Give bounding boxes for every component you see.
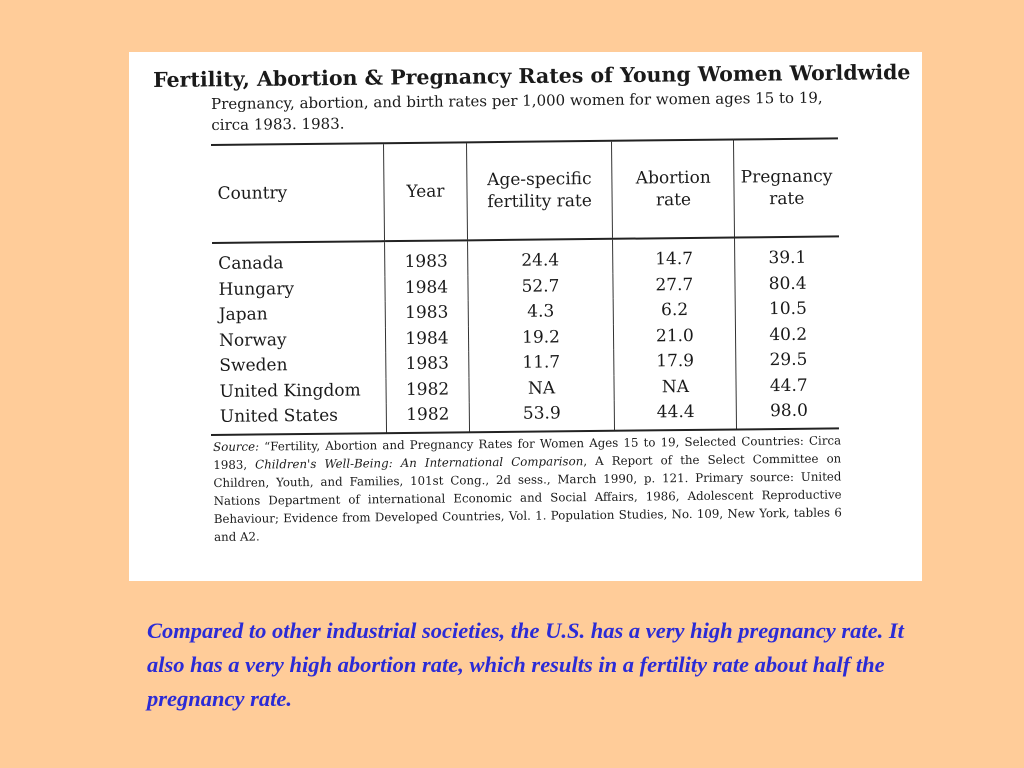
table-header-row — [211, 138, 839, 243]
document-title: Fertility, Abortion & Pregnancy Rates of Young Women Worldwide — [153, 60, 911, 92]
cell-abortion: 44.4 — [615, 400, 737, 431]
header-pregnancy-rate: Pregnancy rate — [734, 138, 839, 237]
document-subtitle: Pregnancy, abortion, and birth rates per 1,000 women for women ages 15 to 19, circa 1983. 1983. — [211, 88, 823, 134]
cell-pregnancy: 10.5 — [735, 296, 839, 323]
cell-fertility: 24.4 — [467, 239, 613, 275]
scanned-table-image — [129, 52, 922, 581]
header-abortion-rate: Abortion rate — [612, 140, 735, 239]
cell-fertility: NA — [468, 375, 614, 402]
cell-pregnancy: 98.0 — [737, 398, 841, 429]
source-text-part2: , A Report of the Select Committee on Children, Youth, and Families, 101st Cong., 2d sess., March 1990, p. 121. Primary source: United Nations Department of international Economic and Social Affairs, 1986, Adolescent Reproductive Behaviour; Evidence from Developed Countries, Vol. 1. Population Studies, No. 109, New York, tables 6 and A2. — [213, 451, 842, 544]
source-publication-title: Children's Well-Being: An International Comparison — [255, 454, 584, 472]
cell-year: 1982 — [387, 402, 469, 432]
cell-country: Canada — [218, 253, 284, 274]
source-note — [213, 431, 842, 546]
cell-country: United States — [219, 405, 339, 427]
cell-pregnancy: 39.1 — [735, 236, 840, 272]
cell-pregnancy: 44.7 — [736, 373, 840, 400]
cell-fertility: 11.7 — [468, 350, 614, 377]
cell-fertility: 52.7 — [467, 273, 613, 300]
cell-year: 1984 — [385, 275, 467, 301]
header-year: Year — [384, 142, 467, 241]
slide-caption: Compared to other industrial societies, the U.S. has a very high pregnancy rate. It also has a very high abortion rate, which results in a fertility rate about half the pregnancy rate. — [147, 618, 904, 711]
cell-country: Hungary — [218, 278, 295, 300]
cell-fertility: 19.2 — [468, 324, 614, 351]
cell-abortion: NA — [614, 374, 736, 401]
cell-abortion: 21.0 — [614, 323, 736, 350]
cell-country: United Kingdom — [219, 379, 361, 402]
cell-country: Sweden — [219, 355, 288, 376]
cell-pregnancy: 29.5 — [736, 347, 840, 374]
cell-year: 1982 — [386, 377, 468, 403]
cell-year: 1983 — [385, 240, 468, 275]
header-country: Country — [211, 143, 385, 243]
cell-abortion: 27.7 — [613, 272, 735, 299]
cell-pregnancy: 40.2 — [736, 322, 840, 349]
header-fertility-rate: Age-specific fertility rate — [466, 141, 613, 241]
cell-pregnancy: 80.4 — [735, 271, 839, 298]
cell-fertility: 53.9 — [469, 401, 615, 432]
cell-country: Norway — [218, 329, 287, 351]
cell-year: 1984 — [386, 326, 468, 352]
cell-fertility: 4.3 — [468, 299, 614, 326]
cell-abortion: 14.7 — [613, 238, 735, 274]
source-text-part1: “Fertility, Abortion and Pregnancy Rates for Women Ages 15 to 19, Selected Countries: Circa 1983, — [213, 433, 842, 472]
cell-year: 1983 — [386, 300, 468, 326]
cell-year: 1983 — [386, 351, 468, 377]
cell-abortion: 17.9 — [614, 349, 736, 376]
cell-country: Japan — [218, 304, 268, 325]
cell-abortion: 6.2 — [614, 298, 736, 325]
source-label: Source: — [213, 439, 260, 454]
rates-table — [211, 137, 841, 434]
